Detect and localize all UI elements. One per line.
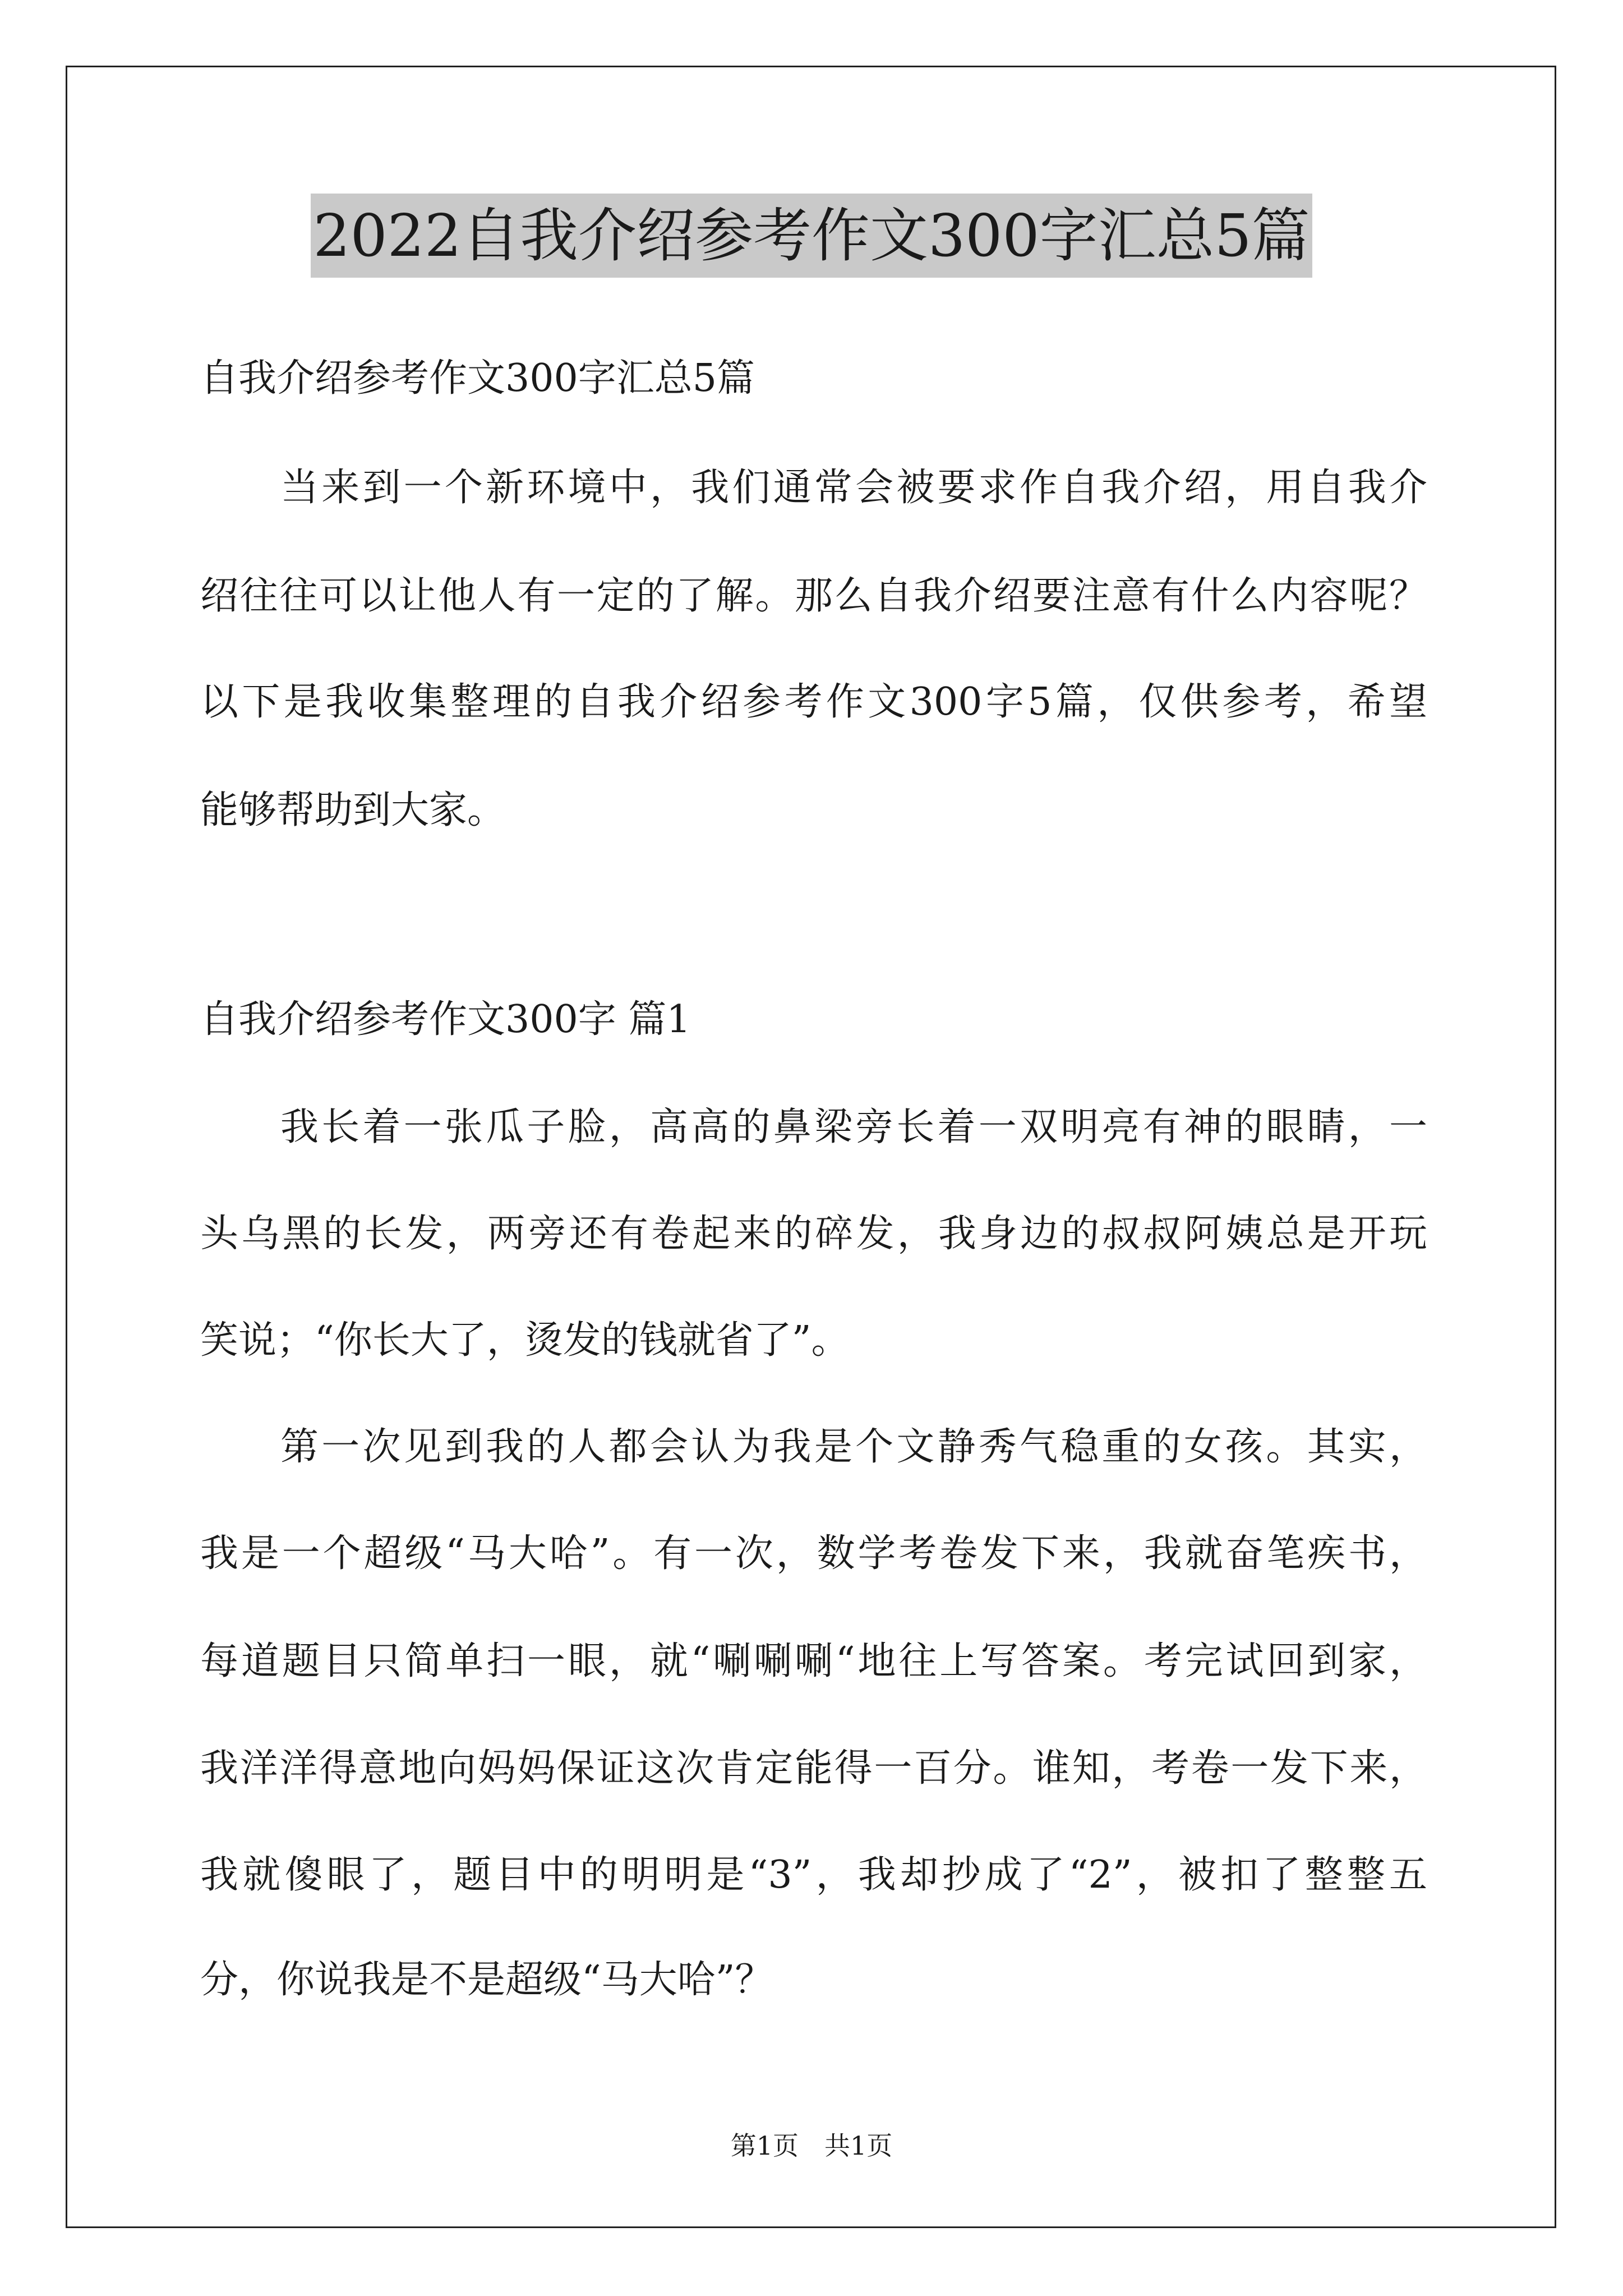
- paragraph2-line-5: 我就傻眼了，题目中的明明是“3”，我却抄成了“2”，被扣了整整五: [200, 1853, 1427, 1897]
- document-title-text: 2022自我介绍参考作文300字汇总5篇: [311, 194, 1312, 278]
- paragraph2-line-1: 第一次见到我的人都会认为我是个文静秀气稳重的女孩。其实，: [280, 1425, 1427, 1469]
- intro-line-3: 以下是我收集整理的自我介绍参考作文300字5篇，仅供参考，希望: [200, 680, 1427, 724]
- document-title: [0, 194, 1623, 278]
- paragraph2-line-2: 我是一个超级“马大哈”。有一次，数学考卷发下来，我就奋笔疾书，: [200, 1531, 1427, 1576]
- paragraph1-line-3: 笑说；“你长大了，烫发的钱就省了”。: [200, 1318, 850, 1363]
- paragraph2-line-3: 每道题目只简单扫一眼，就“唰唰唰“地往上写答案。考完试回到家，: [200, 1639, 1427, 1683]
- section-heading: 自我介绍参考作文300字 篇1: [200, 997, 691, 1042]
- intro-line-4: 能够帮助到大家。: [200, 788, 506, 832]
- paragraph1-line-2: 头乌黑的长发，两旁还有卷起来的碎发，我身边的叔叔阿姨总是开玩: [200, 1212, 1427, 1256]
- intro-line-2: 绍往往可以让他人有一定的了解。那么自我介绍要注意有什么内容呢？: [200, 574, 1427, 618]
- paragraph2-line-4: 我洋洋得意地向妈妈保证这次肯定能得一百分。谁知，考卷一发下来，: [200, 1746, 1427, 1791]
- document-subtitle: 自我介绍参考作文300字汇总5篇: [200, 356, 755, 401]
- intro-line-1: 当来到一个新环境中，我们通常会被要求作自我介绍，用自我介: [280, 466, 1427, 510]
- paragraph2-line-6: 分，你说我是不是超级“马大哈”？: [200, 1958, 773, 2002]
- page-number: 第1页 共1页: [730, 2131, 893, 2161]
- paragraph1-line-1: 我长着一张瓜子脸，高高的鼻梁旁长着一双明亮有神的眼睛，一: [280, 1105, 1427, 1149]
